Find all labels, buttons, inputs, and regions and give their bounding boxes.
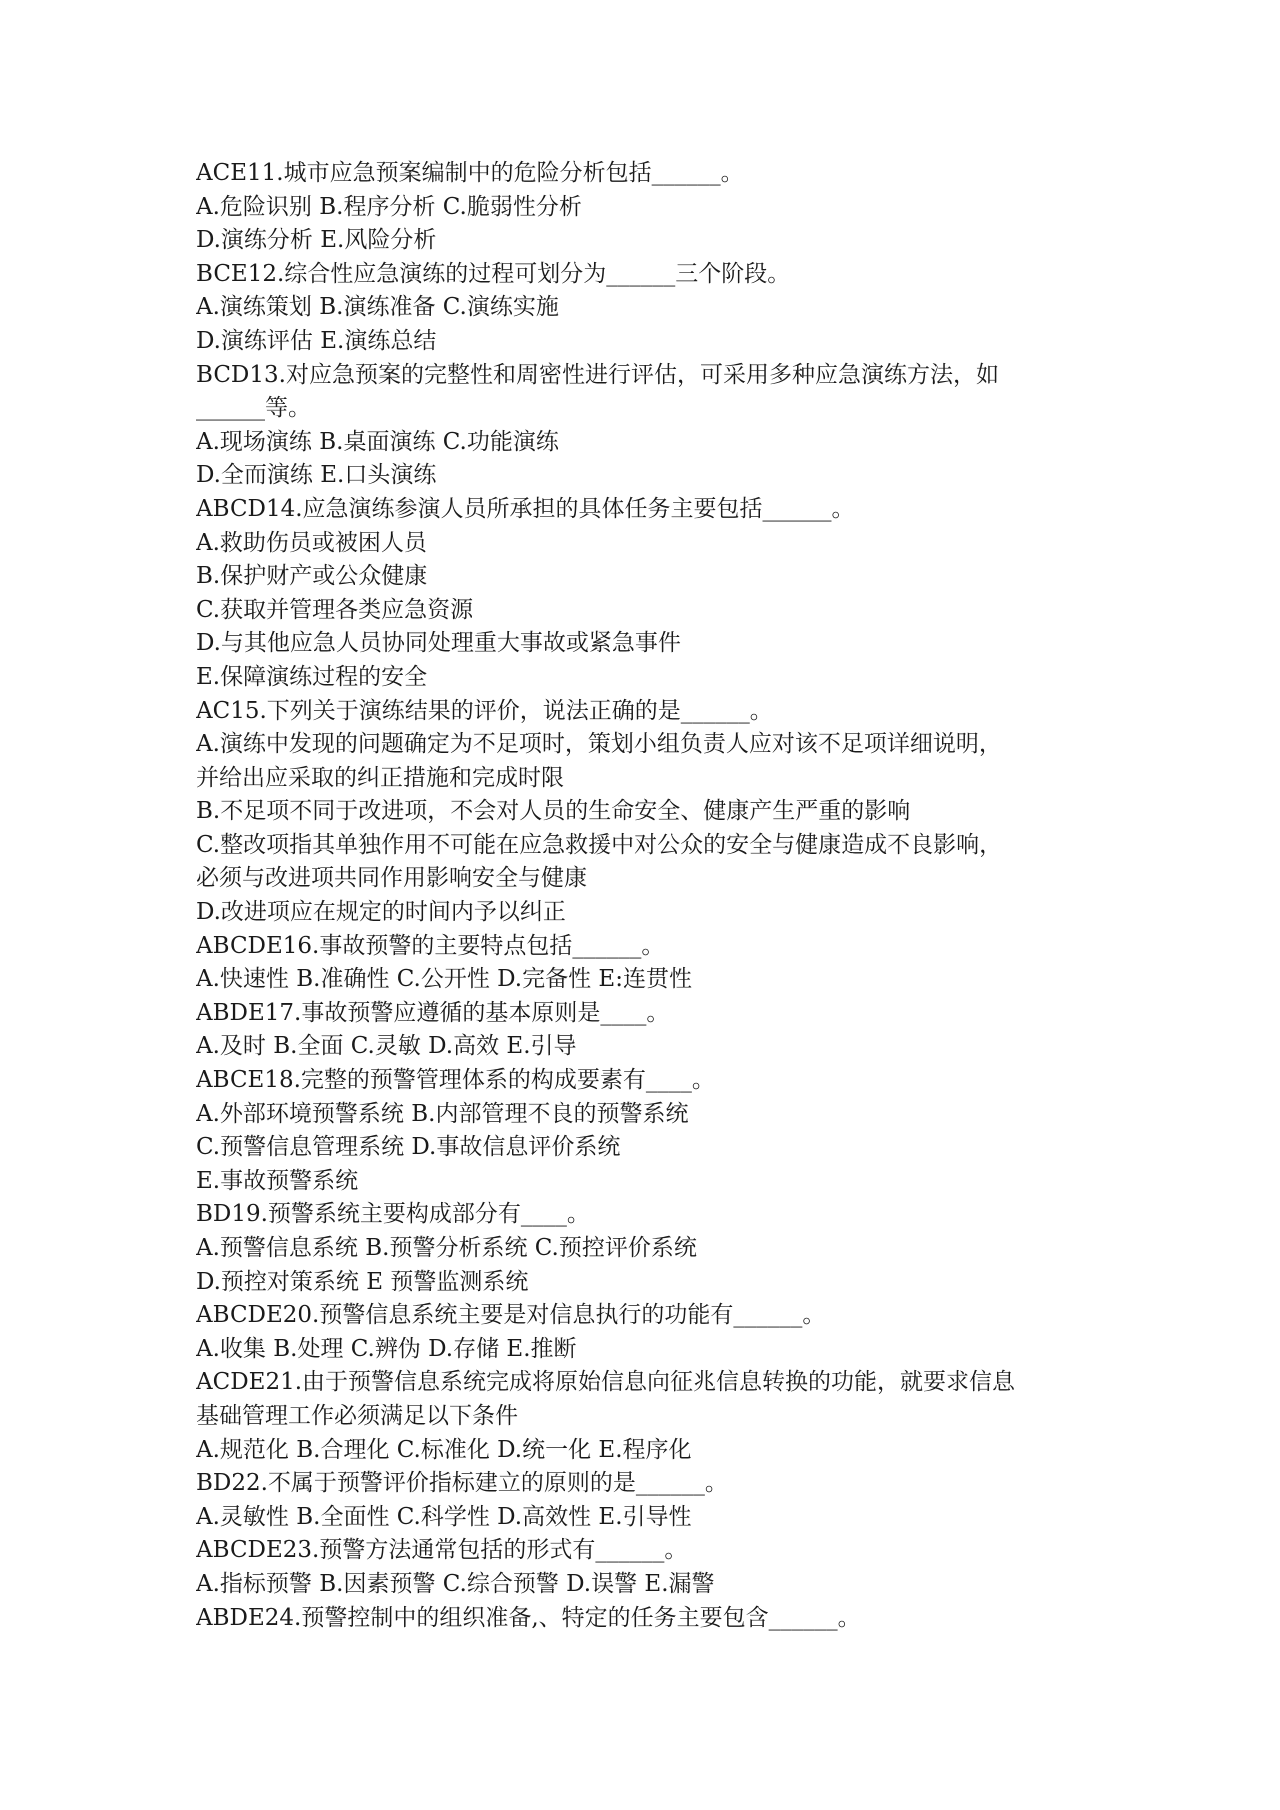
text-line: D.演练评估 E.演练总结 [196, 327, 437, 354]
text-line: BCE12.综合性应急演练的过程可划分为______三个阶段。 [196, 260, 791, 287]
text-line: C.整改项指其单独作用不可能在应急救援中对公众的安全与健康造成不良影响， [196, 831, 1003, 858]
text-line: 必须与改进项共同作用影响安全与健康 [196, 865, 587, 892]
text-line: A.现场演练 B.桌面演练 C.功能演练 [196, 428, 559, 455]
text-line: BD19.预警系统主要构成部分有____。 [196, 1201, 590, 1228]
text-line: D.改进项应在规定的时间内予以纠正 [196, 899, 566, 926]
text-line: A.演练策划 B.演练准备 C.演练实施 [196, 294, 559, 321]
text-line: A.收集 B.处理 C.辨伪 D.存储 E.推断 [196, 1335, 577, 1362]
text-line: A.灵敏性 B.全面性 C.科学性 D.高效性 E.引导性 [196, 1503, 692, 1530]
text-line: D.演练分析 E.风险分析 [196, 227, 437, 254]
text-line: ABCDE20.预警信息系统主要是对信息执行的功能有______。 [196, 1302, 826, 1329]
text-line: ACE11.城市应急预案编制中的危险分析包括______。 [196, 160, 744, 186]
text-line: C.获取并管理各类应急资源 [196, 596, 474, 623]
text-line: B.不足项不同于改进项，不会对人员的生命安全、健康产生严重的影响 [196, 798, 911, 825]
text-line: ______等。 [196, 395, 311, 422]
text-line: A.救助伤员或被困人员 [196, 529, 427, 556]
text-line: ABCDE23.预警方法通常包括的形式有______。 [196, 1537, 688, 1564]
document-page [196, 157, 1096, 1635]
text-line: B.保护财产或公众健康 [196, 563, 428, 590]
text-line: ABDE17.事故预警应遵循的基本原则是____。 [196, 999, 670, 1026]
text-line: 基础管理工作必须满足以下条件 [196, 1402, 518, 1429]
text-line: C.预警信息管理系统 D.事故信息评价系统 [196, 1134, 621, 1161]
text-line: ABCD14.应急演练参演人员所承担的具体任务主要包括______。 [196, 495, 855, 522]
text-line: BD22.不属于预警评价指标建立的原则的是______。 [196, 1470, 728, 1497]
text-line: AC15.下列关于演练结果的评价，说法正确的是______。 [196, 697, 773, 724]
text-line: A.外部环境预警系统 B.内部管理不良的预警系统 [196, 1100, 689, 1127]
text-line: ABCDE16.事故预警的主要特点包括______。 [196, 932, 665, 959]
text-line: 并给出应采取的纠正措施和完成时限 [196, 764, 564, 791]
text-line: A.危险识别 B.程序分析 C.脆弱性分析 [196, 193, 582, 220]
text-line: A.规范化 B.合理化 C.标准化 D.统一化 E.程序化 [196, 1436, 692, 1463]
text-line: A.及时 B.全面 C.灵敏 D.高效 E.引导 [196, 1033, 577, 1060]
text-line: E.保障演练过程的安全 [196, 663, 428, 690]
text-line: A.快速性 B.准确性 C.公开性 D.完备性 E:连贯性 [196, 966, 692, 993]
text-line: E.事故预警系统 [196, 1167, 359, 1194]
text-line: BCD13.对应急预案的完整性和周密性进行评估，可采用多种应急演练方法，如 [196, 361, 999, 388]
text-line: ABDE24.预警控制中的组织准备,、特定的任务主要包含______。 [196, 1604, 861, 1631]
text-line: D.与其他应急人员协同处理重大事故或紧急事件 [196, 630, 681, 657]
text-line: D.全而演练 E.口头演练 [196, 462, 437, 489]
text-line: A.演练中发现的问题确定为不足项时，策划小组负责人应对该不足项详细说明， [196, 731, 1002, 758]
text-line: D.预控对策系统 E 预警监测系统 [196, 1268, 529, 1295]
text-line: A.预警信息系统 B.预警分析系统 C.预控评价系统 [196, 1235, 697, 1261]
text-line: ABCE18.完整的预警管理体系的构成要素有____。 [196, 1067, 715, 1094]
text-line: A.指标预警 B.因素预警 C.综合预警 D.误警 E.漏警 [196, 1570, 715, 1597]
text-line: ACDE21.由于预警信息系统完成将原始信息向征兆信息转换的功能，就要求信息 [196, 1369, 1016, 1396]
